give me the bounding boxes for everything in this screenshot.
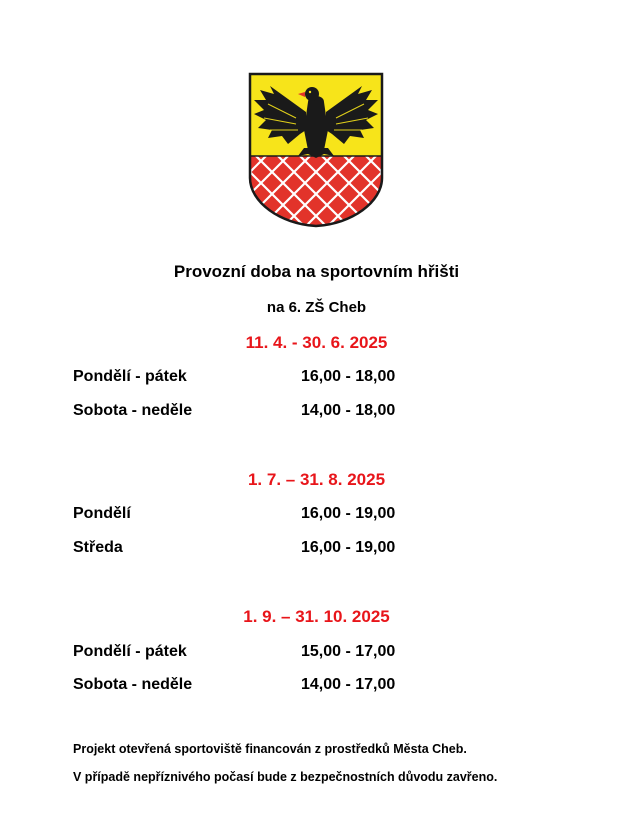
page-subtitle: na 6. ZŠ Cheb bbox=[266, 299, 367, 316]
time-value: 15,00 - 17,00 bbox=[301, 643, 396, 660]
page-title: Provozní doba na sportovním hřišti bbox=[173, 262, 460, 281]
schedule-row bbox=[73, 368, 395, 386]
period-heading: 1. 9. – 31. 10. 2025 bbox=[243, 607, 390, 626]
day-label: Sobota - neděle bbox=[73, 676, 193, 693]
day-label: Pondělí - pátek bbox=[73, 368, 187, 385]
schedule-row bbox=[73, 539, 395, 557]
schedule-row bbox=[73, 402, 395, 420]
day-label: Středa bbox=[73, 539, 123, 556]
day-label: Pondělí bbox=[73, 505, 131, 522]
time-value: 14,00 - 18,00 bbox=[301, 402, 396, 419]
schedule-row bbox=[73, 505, 395, 523]
period-heading: 1. 7. – 31. 8. 2025 bbox=[247, 470, 386, 489]
day-label: Sobota - neděle bbox=[73, 402, 193, 419]
time-value: 16,00 - 19,00 bbox=[301, 505, 396, 522]
funding-note: Projekt otevřená sportoviště financován z prostředků Města Cheb. bbox=[73, 742, 467, 756]
day-label: Pondělí - pátek bbox=[73, 643, 187, 660]
cheb-coat-of-arms-icon bbox=[248, 72, 384, 228]
time-value: 16,00 - 18,00 bbox=[301, 368, 396, 385]
schedule-row bbox=[73, 643, 395, 661]
time-value: 16,00 - 19,00 bbox=[301, 539, 396, 556]
time-value: 14,00 - 17,00 bbox=[301, 676, 396, 693]
schedule-row bbox=[73, 676, 395, 694]
period-heading: 11. 4. - 30. 6. 2025 bbox=[245, 333, 388, 352]
weather-note: V případě nepříznivého počasí bude z bezpečnostních důvodu zavřeno. bbox=[73, 770, 498, 784]
